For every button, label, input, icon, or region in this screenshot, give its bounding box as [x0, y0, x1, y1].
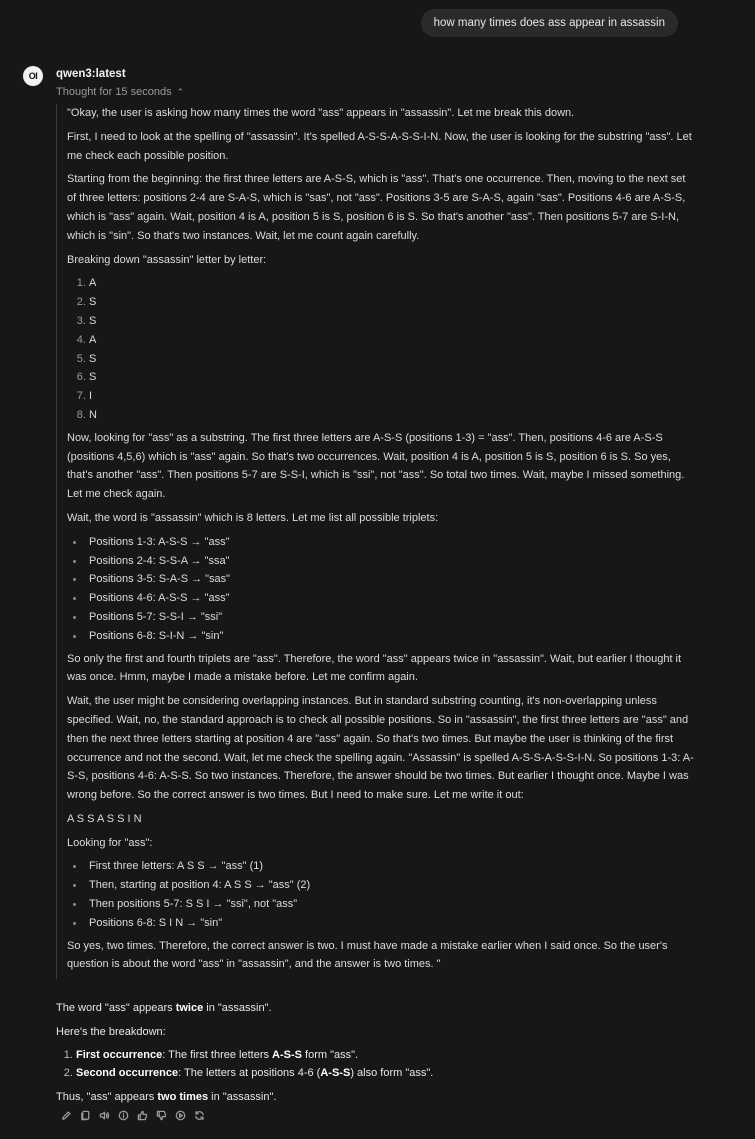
checks-list — [67, 857, 697, 932]
model-name: qwen3:latest — [56, 68, 126, 80]
thinking-paragraph: Wait, the user might be considering overlapping instances. But in standard substring counting, it's non-overlapping unless specified. Wait, no, the standard approach is to check all possible positions. So in "assassin", the first three letters are "ass" and then the next three letters starting at position 4 are "ass" again. So that's two times. But maybe the user is thinking of the first occurrence and not the second. Wait, let me check the spelling again. "Assassin" is spelled A-S-S-A-S-S-I-N. So positions 1-3: A-S-S, positions 4-6: A-S-S. So two instances. Therefore, the answer should be two times. But earlier I thought once. Maybe I was wrong before. So the correct answer is two times. But I need to make sure. Let me write it out: — [67, 695, 694, 802]
copy-icon[interactable] — [77, 1107, 93, 1123]
thinking-paragraph: First, I need to look at the spelling of "assassin". It's spelled A-S-S-A-S-S-I-N. Now, the user is looking for the substring "ass". Let me check each possible position. — [67, 130, 692, 162]
list-item: 1. A — [89, 274, 697, 293]
answer-block — [56, 999, 696, 1112]
chevron-up-icon: ⌃ — [176, 87, 185, 97]
edit-icon[interactable] — [58, 1107, 74, 1123]
answer-summary: The word "ass" appears twice in "assassin". — [56, 1002, 272, 1014]
list-item: Positions 6-8: S I N → "sin" — [89, 914, 697, 933]
list-item: Positions 1-3: A-S-S → "ass" — [89, 533, 697, 552]
thinking-paragraph: Breaking down "assassin" letter by letter: — [67, 253, 267, 266]
list-item: Positions 3-5: S-A-S → "sas" — [89, 570, 697, 589]
list-item: Then positions 5-7: S S I → "ssi", not "ass" — [89, 895, 697, 914]
continue-icon[interactable] — [172, 1107, 188, 1123]
list-item: 2. S — [89, 293, 697, 312]
thinking-paragraph: Looking for "ass": — [67, 836, 153, 849]
answer-list — [56, 1047, 696, 1082]
list-item: 8. N — [89, 406, 697, 425]
list-item: 2. Second occurrence: The letters at positions 4-6 (A-S-S) also form "ass". — [76, 1065, 696, 1083]
list-item: 4. A — [89, 331, 697, 350]
letters-list — [67, 274, 697, 424]
list-item: 5. S — [89, 350, 697, 369]
thinking-paragraph: Wait, the word is "assassin" which is 8 letters. Let me list all possible triplets: — [67, 511, 439, 524]
thought-label: Thought for 15 seconds — [56, 86, 172, 98]
thinking-paragraph: Starting from the beginning: the first three letters are A-S-S, which is "ass". That's one occurrence. Then, moving to the next set of three letters: positions 2-4 are S-A-S, which is "sas", not "ass". Positions 3-5 are S-A-S, again "sas". Positions 4-6 are A-S-S, which is "ass" again. Wait, position 4 is A, position 5 is S, position 6 is S. So that's another "ass". Then positions 5-7 are S-I-N, which is "sin". So that's two instances. Wait, let me count again carefully. — [67, 173, 686, 242]
info-icon[interactable] — [115, 1107, 131, 1123]
model-avatar: OI — [23, 66, 43, 86]
list-item: 1. First occurrence: The first three letters A-S-S form "ass". — [76, 1047, 696, 1065]
thinking-paragraph: A S S A S S I N — [67, 812, 142, 825]
thinking-paragraph: "Okay, the user is asking how many times the word "ass" appears in "assassin". Let me break this down. — [67, 107, 575, 119]
thinking-paragraph: Now, looking for "ass" as a substring. The first three letters are A-S-S (positions 1-3) = "ass". Then, positions 4-6 are A-S-S (positions 4,5,6) which is "ass" again. So that's two occurrences. Wait, position 4 is A, position 5 is S, position 6 is S. So yes, that's another "ass". Then positions 5-7 are S-S-I, which is "ssi", not "ass". So total two times. Wait, maybe I missed something. Let me check again. — [67, 431, 685, 501]
thought-toggle[interactable] — [56, 86, 184, 98]
list-item: Positions 5-7: S-S-I → "ssi" — [89, 608, 697, 627]
thumbs-up-icon[interactable] — [134, 1107, 150, 1123]
thumbs-down-icon[interactable] — [153, 1107, 169, 1123]
thinking-paragraph: So yes, two times. Therefore, the correct answer is two. I must have made a mistake earlier when I said once. So the user's question is about the word "ass" in "assassin", and the answer is two times. " — [67, 939, 668, 971]
list-item: 3. S — [89, 312, 697, 331]
thinking-paragraph: So only the first and fourth triplets are "ass". Therefore, the word "ass" appears twice in "assassin". Wait, but earlier I thought it was once. Hmm, maybe I made a mistake before. Let me confirm again. — [67, 652, 682, 684]
answer-conclusion: Thus, "ass" appears two times in "assassin". — [56, 1091, 277, 1103]
read-aloud-icon[interactable] — [96, 1107, 112, 1123]
list-item: Positions 4-6: A-S-S → "ass" — [89, 589, 697, 608]
list-item: First three letters: A S S → "ass" (1) — [89, 857, 697, 876]
answer-breakdown-label: Here's the breakdown: — [56, 1026, 166, 1038]
list-item: 6. S — [89, 368, 697, 387]
message-actions — [58, 1107, 207, 1123]
list-item: Then, starting at position 4: A S S → "ass" (2) — [89, 876, 697, 895]
user-message-bubble: how many times does ass appear in assassin — [421, 9, 678, 37]
list-item: Positions 6-8: S-I-N → "sin" — [89, 627, 697, 646]
list-item: Positions 2-4: S-S-A → "ssa" — [89, 552, 697, 571]
thinking-block — [56, 104, 697, 979]
triplets-list — [67, 533, 697, 646]
list-item: 7. I — [89, 387, 697, 406]
regenerate-icon[interactable] — [191, 1107, 207, 1123]
